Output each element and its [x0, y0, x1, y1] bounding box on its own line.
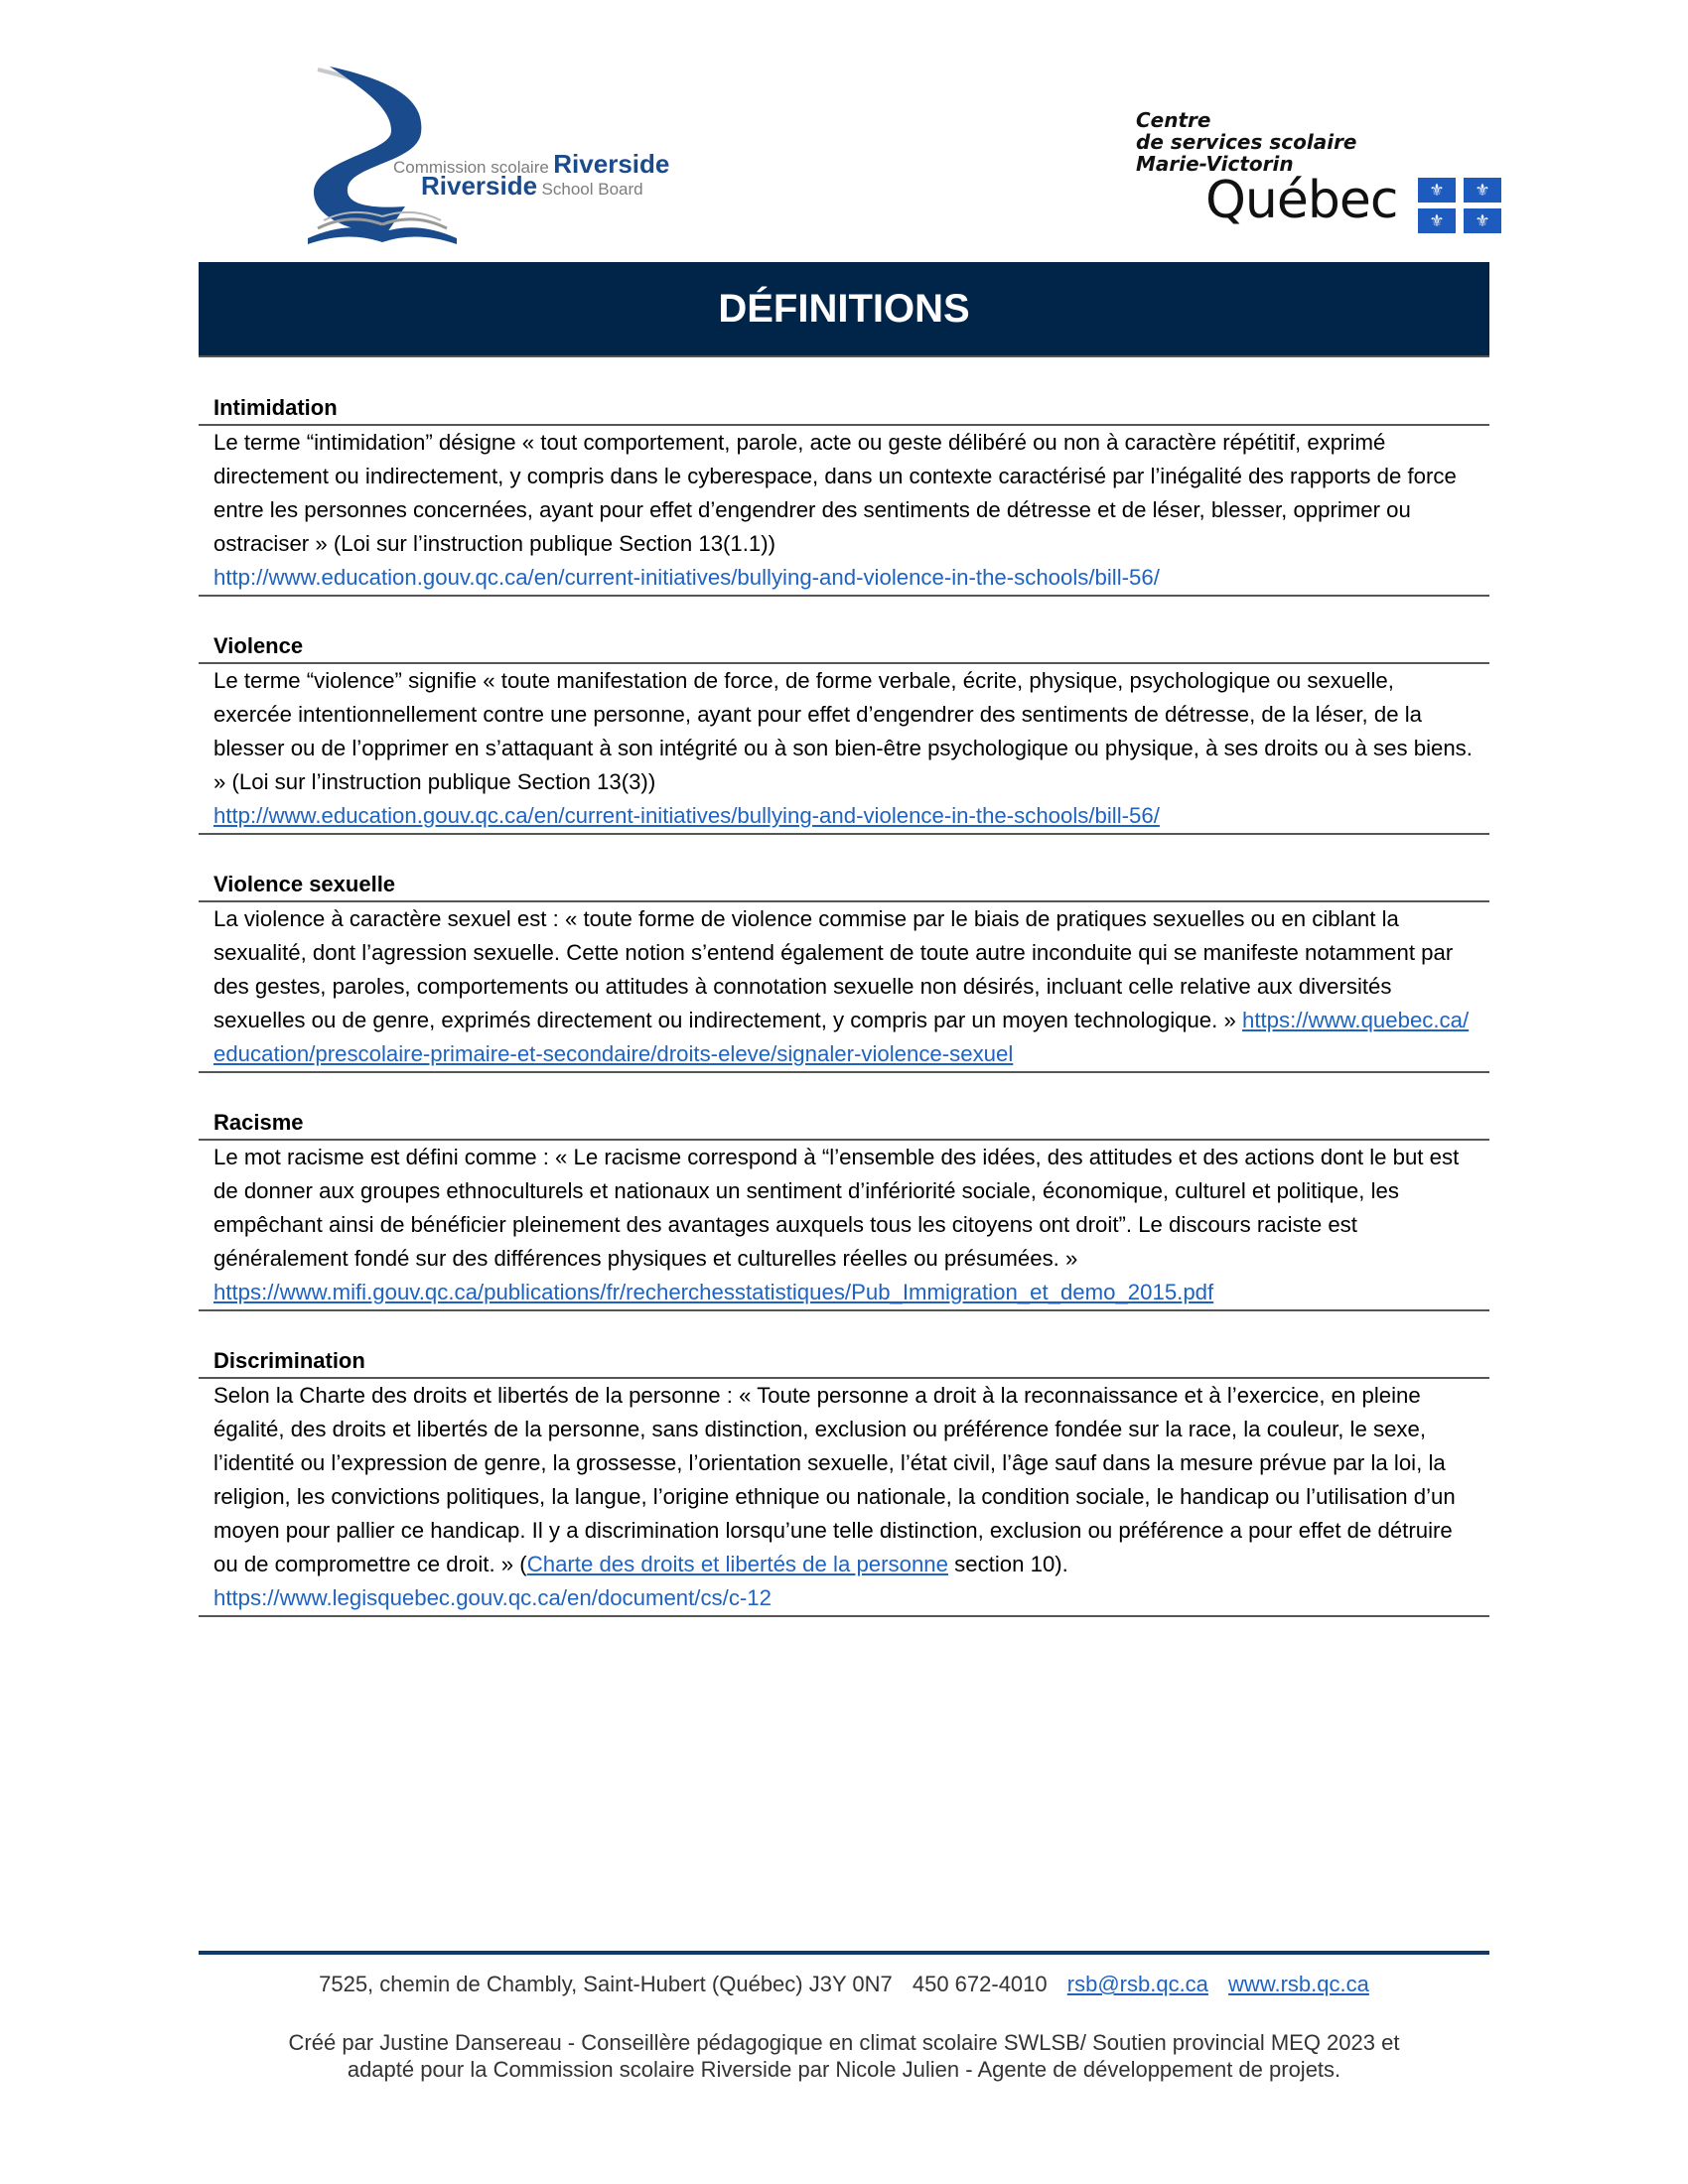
definition-body — [199, 1379, 1489, 1617]
definition-text: La violence à caractère sexuel est : « toute forme de violence commise par le biais de pratiques sexuelles ou en ciblant la sexualité, dont l’agression sexuelle. Cette notion s’entend également de toute autre inconduite qui se manifeste notamment par des gestes, paroles, comportements ou attitudes à connotation sexuelle non désirés, incluant celle relative aux diversités sexuelles ou de genre, exprimés directement ou indirectement, y compris par un moyen technologique. » — [213, 906, 1454, 1032]
definition-body — [199, 664, 1489, 835]
footer-website-link[interactable]: www.rsb.qc.ca — [1228, 1972, 1369, 1996]
fleur-de-lis-icon: ⚜ — [1418, 208, 1456, 233]
term-heading: Discrimination — [199, 1345, 1489, 1379]
definition-racisme — [199, 1107, 1489, 1311]
riverside-school-board-logo — [288, 62, 685, 250]
csmv-name: Centre de services scolaire Marie-Victorin — [1136, 108, 1357, 176]
footer-phone: 450 672-4010 — [912, 1972, 1048, 1996]
definition-intimidation — [199, 392, 1489, 597]
definition-body — [199, 426, 1489, 597]
footer-email-link[interactable]: rsb@rsb.qc.ca — [1066, 1972, 1208, 1996]
term-heading: Intimidation — [199, 392, 1489, 426]
definition-violence — [199, 630, 1489, 835]
definition-text: Selon la Charte des droits et libertés de la personne : « Toute personne a droit à la reconnaissance et à l’exercice, en pleine égalité, des droits et libertés de la personne, sans distinction, exclusion ou préférence fondée sur la race, la couleur, le sexe, l’identité ou l’expression de genre, la grossesse, l’orientation sexuelle, l’état civil, l’âge sauf dans la mesure prévue par la loi, la religion, les convictions politiques, la langue, l’origine ethnique ou nationale, la condition sociale, le handicap ou l’utilisation d’un moyen pour pallier ce handicap. Il y a discrimination lorsqu’une telle distinction, exclusion ou préférence a pour effet de détruire ou de compromettre ce droit. » ( — [213, 1383, 1456, 1576]
footer-credit: Créé par Justine Dansereau - Conseillère pédagogique en climat scolaire SWLSB/ Soutien provincial MEQ 2023 et adapté pour la Commission scolaire Riverside par Nicole Julien - Agente de développement de projets. — [288, 2030, 1400, 2082]
logo-line-2: Riverside School Board — [421, 171, 643, 201]
definition-text-after: section 10). — [947, 1552, 1068, 1576]
term-heading: Violence sexuelle — [199, 869, 1489, 902]
definition-violence-sexuelle — [199, 869, 1489, 1073]
definitions-list — [199, 392, 1489, 1651]
definition-body — [199, 902, 1489, 1073]
definition-text: Le terme “violence” signifie « toute manifestation de force, de forme verbale, écrite, physique, psychologique ou sexuelle, exercée intentionnellement contre une personne, ayant pour effet d’engendrer des sentiments de détresse, de la léser, de la blesser ou de l’opprimer en s’attaquant à son intégrité ou à son bien-être psychologique ou physique, à ses droits ou à ses biens. » (Loi sur l’instruction publique Section 13(3)) — [213, 668, 1473, 794]
csmv-quebec-logo — [1136, 109, 1503, 248]
definition-text: Le terme “intimidation” désigne « tout comportement, parole, acte ou geste délibéré ou non à caractère répétitif, exprimé directement ou indirectement, y compris dans le cyberespace, dans un contexte caractérisé par l’inégalité des rapports de force entre les personnes concernées, ayant pour effet d’engendrer des sentiments de détresse et de léser, blesser, opprimer ou ostraciser » (Loi sur l’instruction publique Section 13(1.1)) — [213, 430, 1457, 556]
footer-address: 7525, chemin de Chambly, Saint-Hubert (Québec) J3Y 0N7 — [319, 1972, 893, 1996]
fleur-de-lis-icon: ⚜ — [1418, 178, 1456, 203]
charter-link[interactable]: Charte des droits et libertés de la personne — [526, 1552, 948, 1576]
term-heading: Racisme — [199, 1107, 1489, 1141]
definition-body — [199, 1141, 1489, 1311]
quebec-wordmark: Québec — [1205, 171, 1398, 230]
definition-discrimination — [199, 1345, 1489, 1617]
fleur-de-lis-icon: ⚜ — [1464, 178, 1501, 203]
footer-divider — [199, 1951, 1489, 1955]
title-banner — [199, 262, 1489, 357]
source-link[interactable]: https://www.quebec.ca/education/prescolaire-primaire-et-secondaire/droits-eleve/signaler-violence-sexuel — [213, 1008, 1470, 1066]
fleur-de-lis-icon: ⚜ — [1464, 208, 1501, 233]
source-link[interactable]: https://www.mifi.gouv.qc.ca/publications/fr/recherchesstatistiques/Pub_Immigration_et_demo_2015.pdf — [213, 1280, 1214, 1304]
term-heading: Violence — [199, 630, 1489, 664]
source-link[interactable]: http://www.education.gouv.qc.ca/en/current-initiatives/bullying-and-violence-in-the-schools/bill-56/ — [213, 803, 1160, 828]
source-link[interactable]: http://www.education.gouv.qc.ca/en/current-initiatives/bullying-and-violence-in-the-schools/bill-56/ — [213, 565, 1160, 590]
logo-line-1: Commission scolaire Riverside — [393, 149, 670, 179]
page-title: DÉFINITIONS — [718, 286, 970, 331]
quebec-flag-icon — [1418, 178, 1501, 233]
source-link[interactable]: https://www.legisquebec.gouv.qc.ca/en/document/cs/c-12 — [213, 1585, 772, 1610]
footer-contact — [199, 1972, 1489, 1997]
definition-text: Le mot racisme est défini comme : « Le racisme correspond à “l’ensemble des idées, des attitudes et des actions dont le but est de donner aux groupes ethnoculturels et nationaux un sentiment d’infériorité sociale, économique, culturel et politique, les empêchant ainsi de bénéficier pleinement des avantages auxquels tous les citoyens ont droit”. Le discours raciste est généralement fondé sur des différences physiques et culturelles réelles ou présumées. » — [213, 1145, 1460, 1271]
